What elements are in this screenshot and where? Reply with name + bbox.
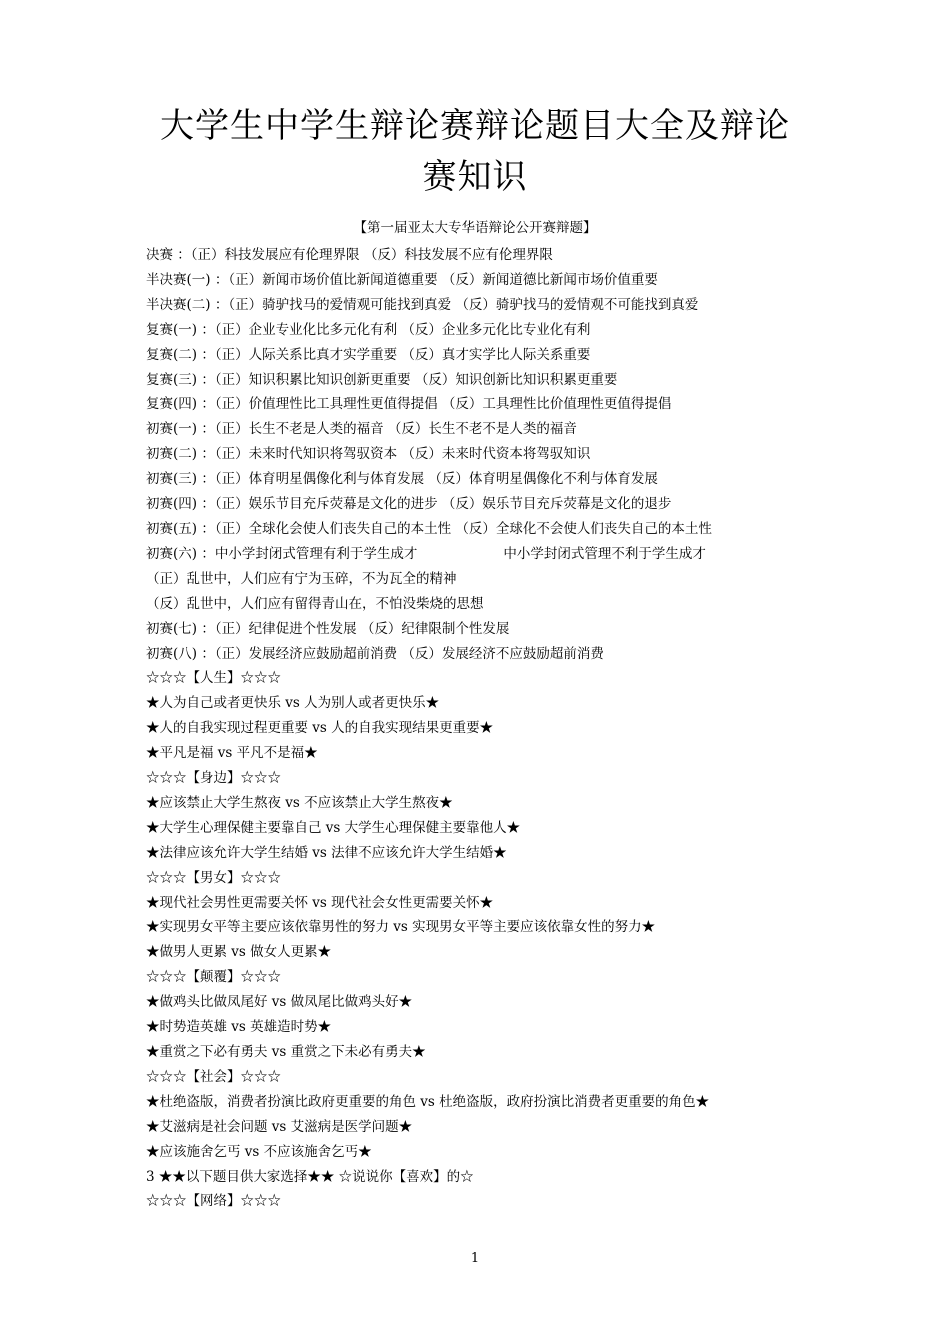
text-line: 初赛(三) ：（正）体育明星偶像化利与体育发展 （反）体育明星偶像化不利与体育发展 — [146, 471, 658, 488]
text-line: ★实现男女平等主要应该依靠男性的努力 vs 实现男女平等主要应该依靠女性的努力★ — [146, 919, 656, 936]
text-line: 初赛(二) ：（正）未来时代知识将驾驭资本 （反）未来时代资本将驾驭知识 — [146, 446, 591, 463]
page-number: 1 — [470, 1251, 480, 1266]
text-line: ★杜绝盗版，消费者扮演比政府更重要的角色 vs 杜绝盗版，政府扮演比消费者更重要的角色★ — [146, 1093, 710, 1110]
text-line: 初赛(一) ：（正）长生不老是人类的福音 （反）长生不老不是人类的福音 — [146, 421, 577, 438]
section-heading: ☆☆☆【颠覆】☆☆☆ — [146, 969, 281, 986]
text-line: ★应该禁止大学生熬夜 vs 不应该禁止大学生熬夜★ — [146, 794, 453, 811]
section-heading: ☆☆☆【身边】☆☆☆ — [146, 770, 281, 787]
text-line: ★做男人更累 vs 做女人更累★ — [146, 944, 332, 961]
text-line: ★应该施舍乞丐 vs 不应该施舍乞丐★ — [146, 1143, 372, 1160]
text-line: 初赛(五) ：（正）全球化会使人们丧失自己的本土性 （反）全球化不会使人们丧失自己的本土性 — [146, 520, 712, 537]
section-heading: ☆☆☆【网络】☆☆☆ — [146, 1193, 281, 1210]
text-line: （反）乱世中，人们应有留得青山在，不怕没柴烧的思想 — [146, 595, 484, 612]
section-heading: ☆☆☆【社会】☆☆☆ — [146, 1068, 281, 1085]
document-title-line-2: 赛知识 — [422, 157, 528, 197]
text-line: 初赛(七) ：（正）纪律促进个性发展 （反）纪律限制个性发展 — [146, 620, 510, 637]
text-line: 复赛(四) ：（正）价值理性比工具理性更值得提倡 （反）工具理性比价值理性更值得提倡 — [146, 396, 672, 413]
text-line: ★时势造英雄 vs 英雄造时势★ — [146, 1019, 332, 1036]
text-line: （正）乱世中，人们应有宁为玉碎，不为瓦全的精神 — [146, 570, 457, 587]
text-line: ★人的自我实现过程更重要 vs 人的自我实现结果更重要★ — [146, 720, 494, 737]
text-line-split — [146, 542, 846, 567]
text-line: ★艾滋病是社会问题 vs 艾滋病是医学问题★ — [146, 1118, 413, 1135]
text-line: ★现代社会男性更需要关怀 vs 现代社会女性更需要关怀★ — [146, 894, 494, 911]
text-line-part: 初赛(六) ：中小学封闭式管理有利于学生成才 — [146, 545, 418, 562]
text-line: ★大学生心理保健主要靠自己 vs 大学生心理保健主要靠他人★ — [146, 819, 521, 836]
section-subtitle: 【第一届亚太大专华语辩论公开赛辩题】 — [353, 220, 597, 236]
text-line: 复赛(一) ：（正）企业专业化比多元化有利 （反）企业多元化比专业化有利 — [146, 321, 591, 338]
text-line-part: 中小学封闭式管理不利于学生成才 — [503, 545, 706, 562]
text-line: 半决赛(一) ：（正）新闻市场价值比新闻道德重要 （反）新闻道德比新闻市场价值重要 — [146, 271, 658, 288]
debate-topic-list — [146, 243, 846, 1214]
text-line: 复赛(二) ：（正）人际关系比真才实学重要 （反）真才实学比人际关系重要 — [146, 346, 591, 363]
text-line: ★人为自己或者更快乐 vs 人为别人或者更快乐★ — [146, 695, 440, 712]
text-line: 半决赛(二) ：（正）骑驴找马的爱情观可能找到真爱 （反）骑驴找马的爱情观不可能找到真爱 — [146, 296, 699, 313]
text-line: 初赛(八) ：（正）发展经济应鼓励超前消费 （反）发展经济不应鼓励超前消费 — [146, 645, 604, 662]
text-line: 决赛 ：（正）科技发展应有伦理界限 （反）科技发展不应有伦理界限 — [146, 247, 553, 263]
text-line: ★平凡是福 vs 平凡不是福★ — [146, 745, 318, 762]
text-line: ★法律应该允许大学生结婚 vs 法律不应该允许大学生结婚★ — [146, 844, 507, 861]
text-line: 复赛(三) ：（正）知识积累比知识创新更重要 （反）知识创新比知识积累更重要 — [146, 371, 618, 388]
document-title-line-1: 大学生中学生辩论赛辩论题目大全及辩论 — [160, 106, 790, 146]
text-line: ★重赏之下必有勇夫 vs 重赏之下未必有勇夫★ — [146, 1044, 426, 1060]
section-heading: ☆☆☆【人生】☆☆☆ — [146, 670, 281, 687]
text-line: 3 ★★以下题目供大家选择★★ ☆说说你【喜欢】的☆ — [146, 1168, 474, 1185]
section-heading: ☆☆☆【男女】☆☆☆ — [146, 869, 281, 886]
text-line: 初赛(四) ：（正）娱乐节目充斥荧幕是文化的进步 （反）娱乐节目充斥荧幕是文化的退步 — [146, 496, 672, 513]
text-line: ★做鸡头比做凤尾好 vs 做凤尾比做鸡头好★ — [146, 994, 413, 1011]
